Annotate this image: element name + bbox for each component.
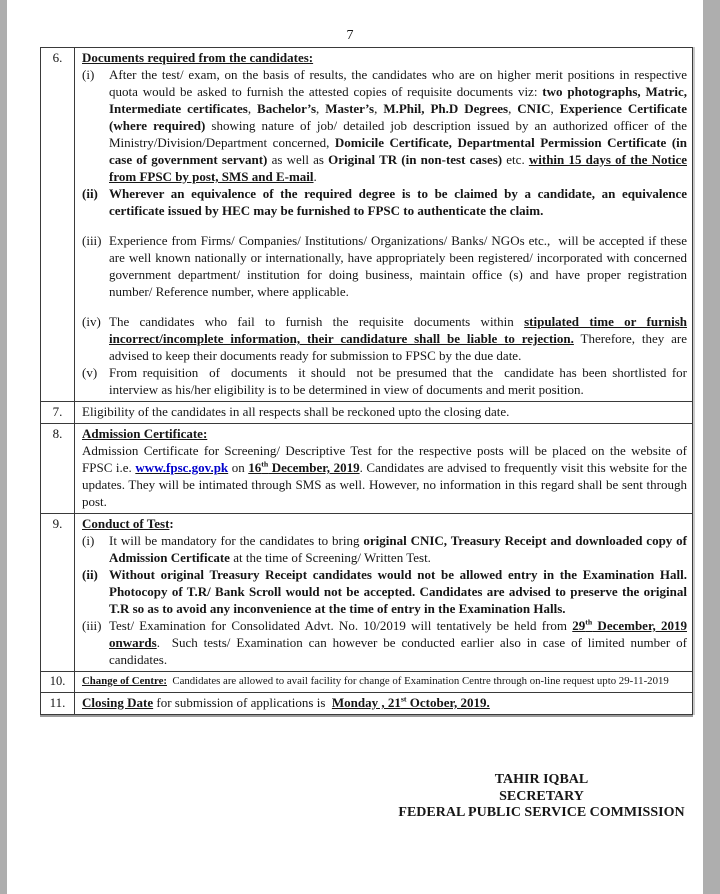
text-run: as well as	[267, 152, 329, 167]
text-run: Master’s	[325, 101, 375, 116]
underlined-text	[82, 426, 207, 441]
table-row-8	[41, 424, 692, 514]
text-run: Candidates are allowed to avail facility for change of Examination Centre through on-line request upto 29-11-2019	[166, 675, 669, 687]
list-marker: (iv)	[82, 314, 101, 329]
text-run: etc.	[502, 152, 529, 167]
table-row-10	[41, 672, 692, 693]
list-item	[82, 313, 687, 364]
text-run: The candidates who fail to furnish the requisite documents within	[109, 314, 525, 329]
list-marker: (i)	[82, 67, 95, 82]
paragraph	[82, 403, 687, 420]
list-item-text	[109, 532, 687, 566]
row-content	[75, 514, 692, 671]
section-heading	[82, 49, 687, 66]
list-item	[82, 617, 687, 668]
text-run: Monday , 21	[331, 695, 401, 710]
text-run: From requisition of documents it should not be presumed that the candidate has been shortlisted for interview as his/her eligibility is to be determined in view of documents and merit position.	[109, 365, 687, 397]
list-item	[82, 66, 687, 185]
text-run: Admission Certificate for Screening/ Descriptive Test for the respective posts will be placed on the website of FPSC i.e.	[82, 443, 687, 475]
text-run: Therefore, they are advised to keep their documents ready for submission to FPSC by the due date.	[109, 331, 687, 363]
row-number: 11.	[41, 693, 75, 714]
underlined-text	[82, 50, 313, 65]
row-content	[75, 402, 692, 423]
text-run: Eligibility of the candidates in all respects shall be reckoned upto the closing date.	[82, 404, 510, 419]
list-marker: (ii)	[82, 567, 98, 582]
text-run: Original TR (in non-test cases)	[328, 152, 503, 167]
notice-table	[40, 47, 693, 715]
list-marker: (i)	[82, 533, 95, 548]
text-run: Documents required from the candidates:	[82, 50, 314, 65]
text-run: two photographs, Matric, Intermediate certificates	[109, 84, 688, 116]
text-run: October, 2019.	[406, 695, 490, 710]
list-item	[82, 532, 687, 566]
list-marker: (iii)	[82, 233, 102, 248]
paragraph	[82, 442, 687, 510]
text-run: Without original Treasury Receipt candidates would not be allowed entry in the Examination Hall. Photocopy of T.R/ Bank Scroll would not be accepted. Candidates are advised to preserve the original T.R so as to avoid any inconvenience at the time of entry in the Examination Halls.	[109, 567, 687, 616]
text-run: Bachelor’s	[257, 101, 317, 116]
text-run: . Such tests/ Examination can however be conducted earlier also in case of limited number of candidates.	[109, 635, 687, 667]
table-row-9	[41, 514, 692, 672]
list-item-text	[109, 66, 687, 185]
text-run: th	[261, 459, 269, 469]
text-run: within 15 days of the Notice from FPSC by post, SMS and E-mail	[109, 152, 687, 184]
text-run: original CNIC, Treasury Receipt and downloaded copy of Admission Certificate	[109, 533, 687, 565]
table-row-6	[41, 48, 692, 402]
text-run: Experience Certificate (where required)	[109, 101, 688, 133]
signatory-organization: FEDERAL PUBLIC SERVICE COMMISSION	[398, 805, 685, 820]
paragraph	[82, 674, 687, 689]
list-item	[82, 566, 687, 617]
underlined-text	[82, 516, 169, 531]
text-run: CNIC	[517, 101, 551, 116]
list-item	[82, 185, 687, 219]
list-marker: (v)	[82, 365, 98, 380]
text-run: Admission Certificate:	[82, 426, 208, 441]
underlined-text	[135, 460, 228, 475]
signature-block	[390, 772, 693, 822]
text-run: st	[400, 694, 407, 704]
paragraph-spacer	[82, 300, 687, 313]
text-run: Wherever an equivalence of the required degree is to be claimed by a candidate, an equivalence certificate issued by HEC may be furnished to FPSC to authenticate the claim.	[109, 186, 687, 218]
text-run: It will be mandatory for the candidates to bring	[109, 533, 364, 548]
list-item-text	[109, 617, 687, 668]
text-run: 16	[248, 460, 262, 475]
text-run: stipulated time or furnish incorrect/incomplete information, their candidature shall be liable to rejection.	[109, 314, 688, 346]
table-row-7	[41, 402, 692, 424]
underlined-text	[82, 675, 167, 687]
text-run: at the time of Screening/ Written Test.	[229, 550, 431, 565]
text-run: on	[228, 460, 249, 475]
list-item-text	[109, 313, 687, 364]
page-number: 7	[346, 28, 354, 43]
text-run: December, 2019	[268, 460, 360, 475]
list-item-text	[109, 566, 687, 617]
list-item-text	[109, 364, 687, 398]
row-number: 7.	[41, 402, 75, 423]
list-marker: (ii)	[82, 186, 98, 201]
underlined-text	[332, 695, 490, 710]
paragraph-spacer	[82, 219, 687, 232]
section-heading	[82, 425, 687, 442]
text-run: for submission of applications is	[153, 695, 332, 710]
section-heading	[82, 515, 687, 532]
text-run: ,	[247, 101, 258, 116]
text-run: .	[313, 169, 317, 184]
text-run: ,	[374, 101, 384, 116]
list-marker: (iii)	[82, 618, 102, 633]
text-run: Experience from Firms/ Companies/ Institutions/ Organizations/ Banks/ NGOs etc., will be accepted if these are well known nationally or internationally, have appropriately been registered/ incorporated with concerned government department/ institution for doing business, maintain office (s) and have proper registration number/ Reference number, where applicable.	[109, 233, 687, 299]
row-content	[75, 424, 692, 513]
text-run: showing nature of job/ detailed job description issued by an authorized officer of the Ministry/Division/Department concerned,	[109, 118, 687, 150]
list-item	[82, 232, 687, 300]
text-run: After the test/ exam, on the basis of results, the candidates who are on higher merit positions in respective quota would be asked to furnish the attested copies of requisite documents viz:	[109, 67, 687, 99]
signatory-title: SECRETARY	[499, 788, 584, 804]
text-run: M.Phil, Ph.D Degrees	[383, 101, 509, 116]
fpsc-website-link[interactable]: www.fpsc.gov.pk	[135, 460, 229, 475]
text-run: ,	[508, 101, 518, 116]
row-content	[75, 693, 692, 714]
text-run: Change of Centre:	[82, 675, 167, 687]
underlined-text	[248, 460, 359, 475]
text-run: December, 2019 onwards	[109, 618, 688, 650]
text-run: :	[169, 516, 174, 531]
list-item-text	[109, 232, 687, 300]
text-run: Domicile Certificate, Departmental Permission Certificate (in case of government servant)	[109, 135, 688, 167]
row-content	[75, 672, 692, 692]
row-number: 6.	[41, 48, 75, 401]
text-run: Conduct of Test	[82, 516, 170, 531]
table-row-11	[41, 693, 692, 714]
list-item-text	[109, 185, 687, 219]
text-run: 29	[572, 618, 586, 633]
signatory-name: TAHIR IQBAL	[494, 772, 589, 787]
text-run: th	[585, 617, 593, 627]
text-run: Closing Date	[82, 695, 154, 710]
text-run: ,	[316, 101, 326, 116]
row-content	[75, 48, 692, 401]
document-page	[7, 0, 703, 894]
row-number: 8.	[41, 424, 75, 513]
underlined-text	[82, 695, 153, 710]
text-run: Test/ Examination for Consolidated Advt. No. 10/2019 will tentatively be held from	[109, 618, 573, 633]
text-run: ,	[550, 101, 560, 116]
row-number: 10.	[41, 672, 75, 692]
list-item	[82, 364, 687, 398]
text-run: . Candidates are advised to frequently visit this website for the updates. They will be intimated through SMS as well. However, no information in this regard shall be sent through post.	[82, 460, 688, 509]
paragraph	[82, 694, 687, 711]
row-number: 9.	[41, 514, 75, 671]
